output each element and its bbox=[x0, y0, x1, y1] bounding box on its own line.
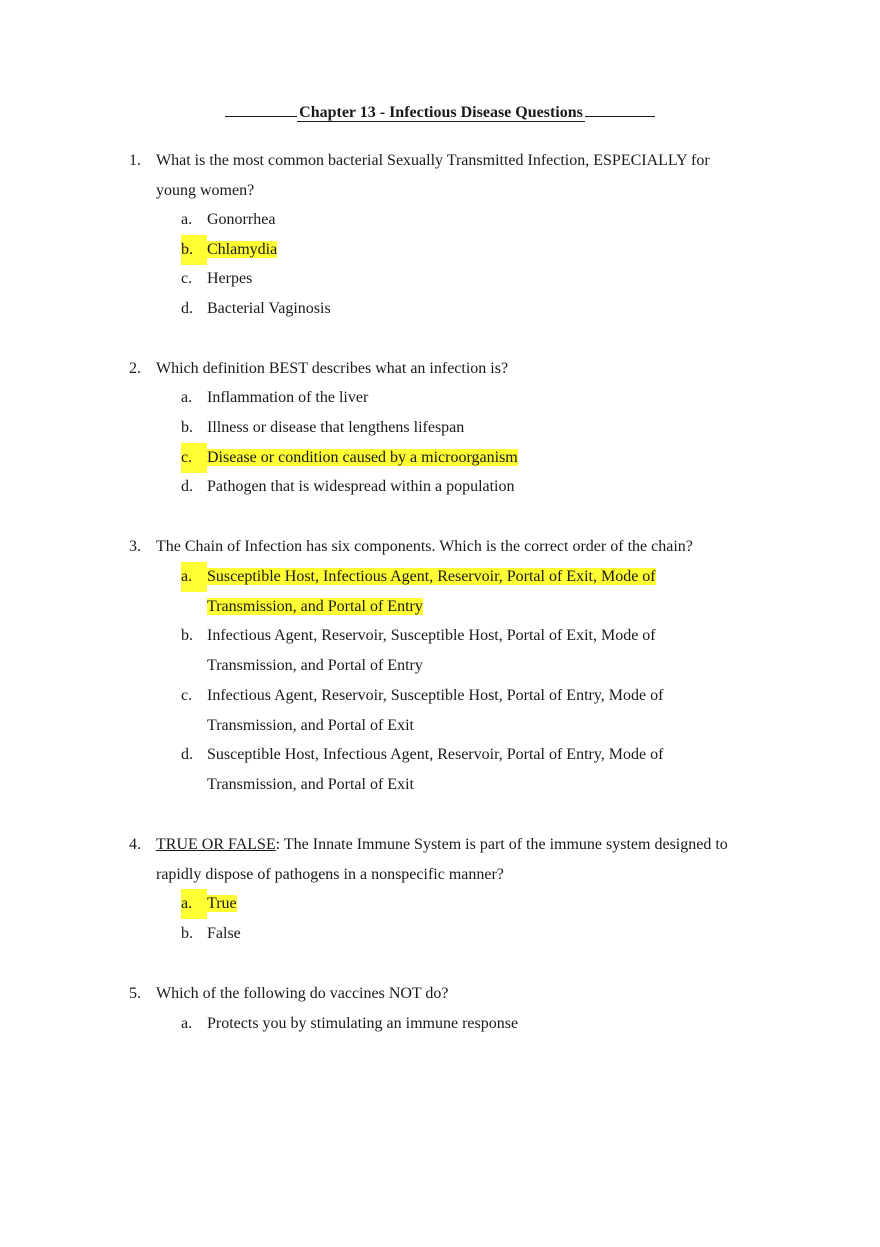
question-number: 3. bbox=[129, 538, 141, 555]
highlighted-answer: True bbox=[207, 895, 237, 912]
question-text: TRUE OR FALSE: The Innate Immune System is part of the immune system designed to rapidly dispose of pathogens in a nonspecific manner? bbox=[156, 836, 728, 883]
question-text: What is the most common bacterial Sexually Transmitted Infection, ESPECIALLY for young women? bbox=[156, 152, 710, 199]
title-underline-right bbox=[585, 102, 655, 117]
question-number: 4. bbox=[129, 836, 141, 853]
highlighted-answer: Chlamydia bbox=[207, 241, 278, 258]
question-number: 1. bbox=[129, 152, 141, 169]
question-text: Which definition BEST describes what an infection is? bbox=[156, 360, 509, 377]
true-false-label: TRUE OR FALSE bbox=[156, 836, 276, 853]
question-text: Which of the following do vaccines NOT do? bbox=[156, 985, 449, 1002]
highlighted-answer-cont: Transmission, and Portal of Entry bbox=[207, 597, 423, 615]
highlighted-answer: Susceptible Host, Infectious Agent, Reservoir, Portal of Exit, Mode of bbox=[207, 568, 656, 585]
page-title: Chapter 13 - Infectious Disease Questions bbox=[0, 102, 880, 122]
title-underline-left bbox=[225, 102, 297, 117]
question-number: 5. bbox=[129, 985, 141, 1002]
highlighted-answer: Disease or condition caused by a microorganism bbox=[207, 449, 518, 466]
question-text: The Chain of Infection has six components. Which is the correct order of the chain? bbox=[156, 538, 693, 555]
question-number: 2. bbox=[129, 360, 141, 377]
document-page: Chapter 13 - Infectious Disease Questions 1. What is the most common bacterial Sexually Transmitted Infection, ESPECIALLY for young women? a. Gonorrhea b. Chlamydia c. Herpes d. Bacterial Vaginosis 2. Which definition BEST describes what an infection is? a. Inflammation of the liver b. Illness or disease that lengthens lifespan c. Disease or condition caused by a microorganism d. Pathogen that is widespread within a population 3. The Chain of Infection has six components. Which is the correct order of the chain? a. Susceptible Host, Infectious Agent, Reservoir, Portal of Exit, Mode of Transmission, and Portal of Entry b. Infectious Agent, Reservoir, Susceptible Host, Portal of Exit, Mode of Transmission, and Portal of Entry c. Infectious Agent, Reservoir, Susceptible Host, Portal of Entry, Mode of Transmission, and Portal of Exit d. Susceptible Host, Infectious Agent, Reservoir, Portal of Entry, Mode of Transmission, and Portal of Exit 4. TRUE OR FALSE: The Innate Immune System is part of the immune system designed to rapidly dispose of pathogens in a nonspecific manner? a. True b. False 5. Which of the following do vaccines NOT do? a. Protects you by stimulating an immune response bbox=[0, 0, 880, 1247]
